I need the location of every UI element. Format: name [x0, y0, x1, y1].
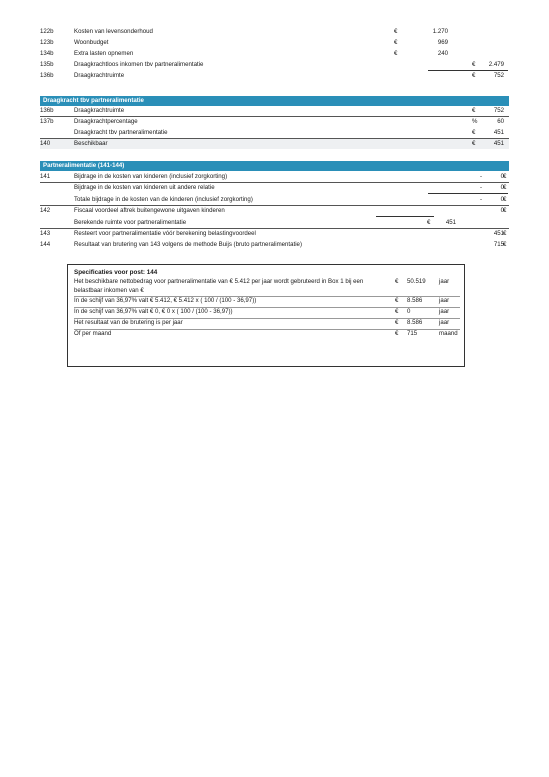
euro-sign: €	[503, 207, 507, 214]
row-description: Draagkrachtruimte	[74, 72, 125, 79]
row-code: 136b	[40, 72, 54, 79]
table-row	[40, 128, 506, 138]
row-description: Kosten van levensonderhoud	[74, 28, 153, 35]
table-row	[40, 106, 506, 116]
spec-row	[74, 319, 460, 328]
row-value: 0	[500, 173, 504, 180]
row-code: 123b	[40, 39, 54, 46]
table-row	[40, 218, 506, 228]
section-header: Draagkracht tbv partneralimentatie	[40, 96, 509, 106]
unit-sign: €	[472, 140, 476, 147]
row-value: 2.479	[488, 61, 504, 68]
spec-unit: jaar	[439, 278, 450, 285]
row-description: Resultaat van brutering van 143 volgens de methode Buijs (bruto partneralimentatie)	[74, 241, 302, 248]
row-code: 134b	[40, 50, 54, 57]
row-description: Draagkrachtpercentage	[74, 118, 138, 125]
spec-description: In de schijf van 36,97% valt € 0, € 0 x ( 100 / (100 - 36,97))	[74, 308, 233, 315]
row-description: Extra lasten opnemen	[74, 50, 134, 57]
euro-sign: €	[395, 319, 399, 326]
row-description: Draagkracht tbv partneralimentatie	[74, 129, 168, 136]
euro-sign: €	[472, 72, 476, 79]
row-value: 969	[437, 39, 448, 46]
row-value: 451	[445, 219, 456, 226]
euro-sign: €	[395, 278, 399, 285]
spec-row	[74, 308, 460, 317]
row-value: 0	[500, 207, 504, 214]
euro-sign: €	[503, 241, 507, 248]
minus-sign: -	[480, 196, 483, 203]
table-row	[40, 49, 506, 59]
row-value: 240	[437, 50, 448, 57]
row-value: 0	[500, 184, 504, 191]
spec-value: 715	[407, 330, 418, 337]
row-description: Woonbudget	[74, 39, 109, 46]
spec-unit: jaar	[439, 319, 450, 326]
euro-sign: €	[394, 28, 398, 35]
row-value: 451	[493, 230, 504, 237]
euro-sign: €	[395, 330, 399, 337]
euro-sign: €	[503, 230, 507, 237]
row-description: Bijdrage in de kosten van kinderen uit andere relatie	[74, 184, 215, 191]
minus-sign: -	[480, 173, 483, 180]
unit-sign: €	[472, 129, 476, 136]
spec-unit: maand	[439, 330, 458, 337]
row-description: Totale bijdrage in de kosten van de kinderen (inclusief zorgkorting)	[74, 196, 253, 203]
row-value: 1.270	[432, 28, 448, 35]
row-description: Berekende ruimte voor partneralimentatie	[74, 219, 187, 226]
spec-description: Het resultaat van de brutering is per jaar	[74, 319, 183, 326]
row-code: 135b	[40, 61, 54, 68]
row-code: 143	[40, 230, 51, 237]
euro-sign: €	[394, 39, 398, 46]
spec-row	[74, 297, 460, 306]
row-code: 142	[40, 207, 51, 214]
row-code: 137b	[40, 118, 54, 125]
row-value: 752	[493, 72, 504, 79]
spec-unit: jaar	[439, 308, 450, 315]
spec-row	[74, 330, 460, 339]
row-value: 715	[493, 241, 504, 248]
row-code: 141	[40, 173, 51, 180]
table-row	[40, 240, 506, 250]
spec-description: Of per maand	[74, 330, 112, 337]
row-description: Bijdrage in de kosten van kinderen (inclusief zorgkorting)	[74, 173, 228, 180]
euro-sign: €	[394, 50, 398, 57]
table-row	[40, 71, 506, 81]
table-row	[40, 172, 506, 182]
spec-value: 50.519	[407, 278, 426, 285]
spec-value: 8.586	[407, 319, 423, 326]
spec-row	[74, 278, 460, 295]
euro-sign: €	[427, 219, 431, 226]
table-row	[40, 195, 506, 205]
spec-description: In de schijf van 36,97% valt € 5.412, € 5.412 x ( 100 / (100 - 36,97))	[74, 297, 257, 304]
row-value: 451	[493, 129, 504, 136]
row-code: 122b	[40, 28, 54, 35]
row-description: Resteert voor partneralimentatie vóór berekening belastingvoordeel	[74, 230, 256, 237]
euro-sign: €	[503, 184, 507, 191]
euro-sign: €	[395, 308, 399, 315]
euro-sign: €	[503, 173, 507, 180]
table-row	[40, 27, 506, 37]
row-value: 0	[500, 196, 504, 203]
row-description: Draagkrachtruimte	[74, 107, 125, 114]
specification-box	[67, 264, 465, 367]
spec-value: 8.586	[407, 297, 423, 304]
spec-unit: jaar	[439, 297, 450, 304]
table-row	[40, 117, 506, 127]
sum-underline	[428, 193, 508, 194]
row-value: 752	[493, 107, 504, 114]
row-description: Draagkrachtloos inkomen tbv partneralimentatie	[74, 61, 204, 68]
table-row	[40, 38, 506, 48]
minus-sign: -	[480, 184, 483, 191]
sum-underline	[376, 216, 434, 217]
row-description: Fiscaal voordeel aftrek buitengewone uitgaven kinderen	[74, 207, 225, 214]
table-row	[40, 229, 506, 239]
section-header: Partneralimentatie (141-144)	[40, 161, 509, 171]
euro-sign: €	[503, 196, 507, 203]
specification-title: Specificaties voor post: 144	[74, 269, 158, 276]
spec-description: Het beschikbare nettobedrag voor partneralimentatie van € 5.412 per jaar wordt gebruteerd in Box 1 bij een belastbaar inkomen van €	[74, 278, 364, 294]
row-code: 144	[40, 241, 51, 248]
euro-sign: €	[472, 61, 476, 68]
row-value: 60	[497, 118, 504, 125]
row-code: 140	[40, 140, 51, 147]
unit-sign: %	[472, 118, 478, 125]
spec-value: 0	[407, 308, 411, 315]
table-row	[40, 60, 506, 70]
unit-sign: €	[472, 107, 476, 114]
table-row	[40, 183, 506, 193]
euro-sign: €	[395, 297, 399, 304]
table-row	[40, 139, 509, 149]
row-description: Beschikbaar	[74, 140, 108, 147]
row-code: 136b	[40, 107, 54, 114]
row-value: 451	[493, 140, 504, 147]
table-row	[40, 206, 506, 216]
